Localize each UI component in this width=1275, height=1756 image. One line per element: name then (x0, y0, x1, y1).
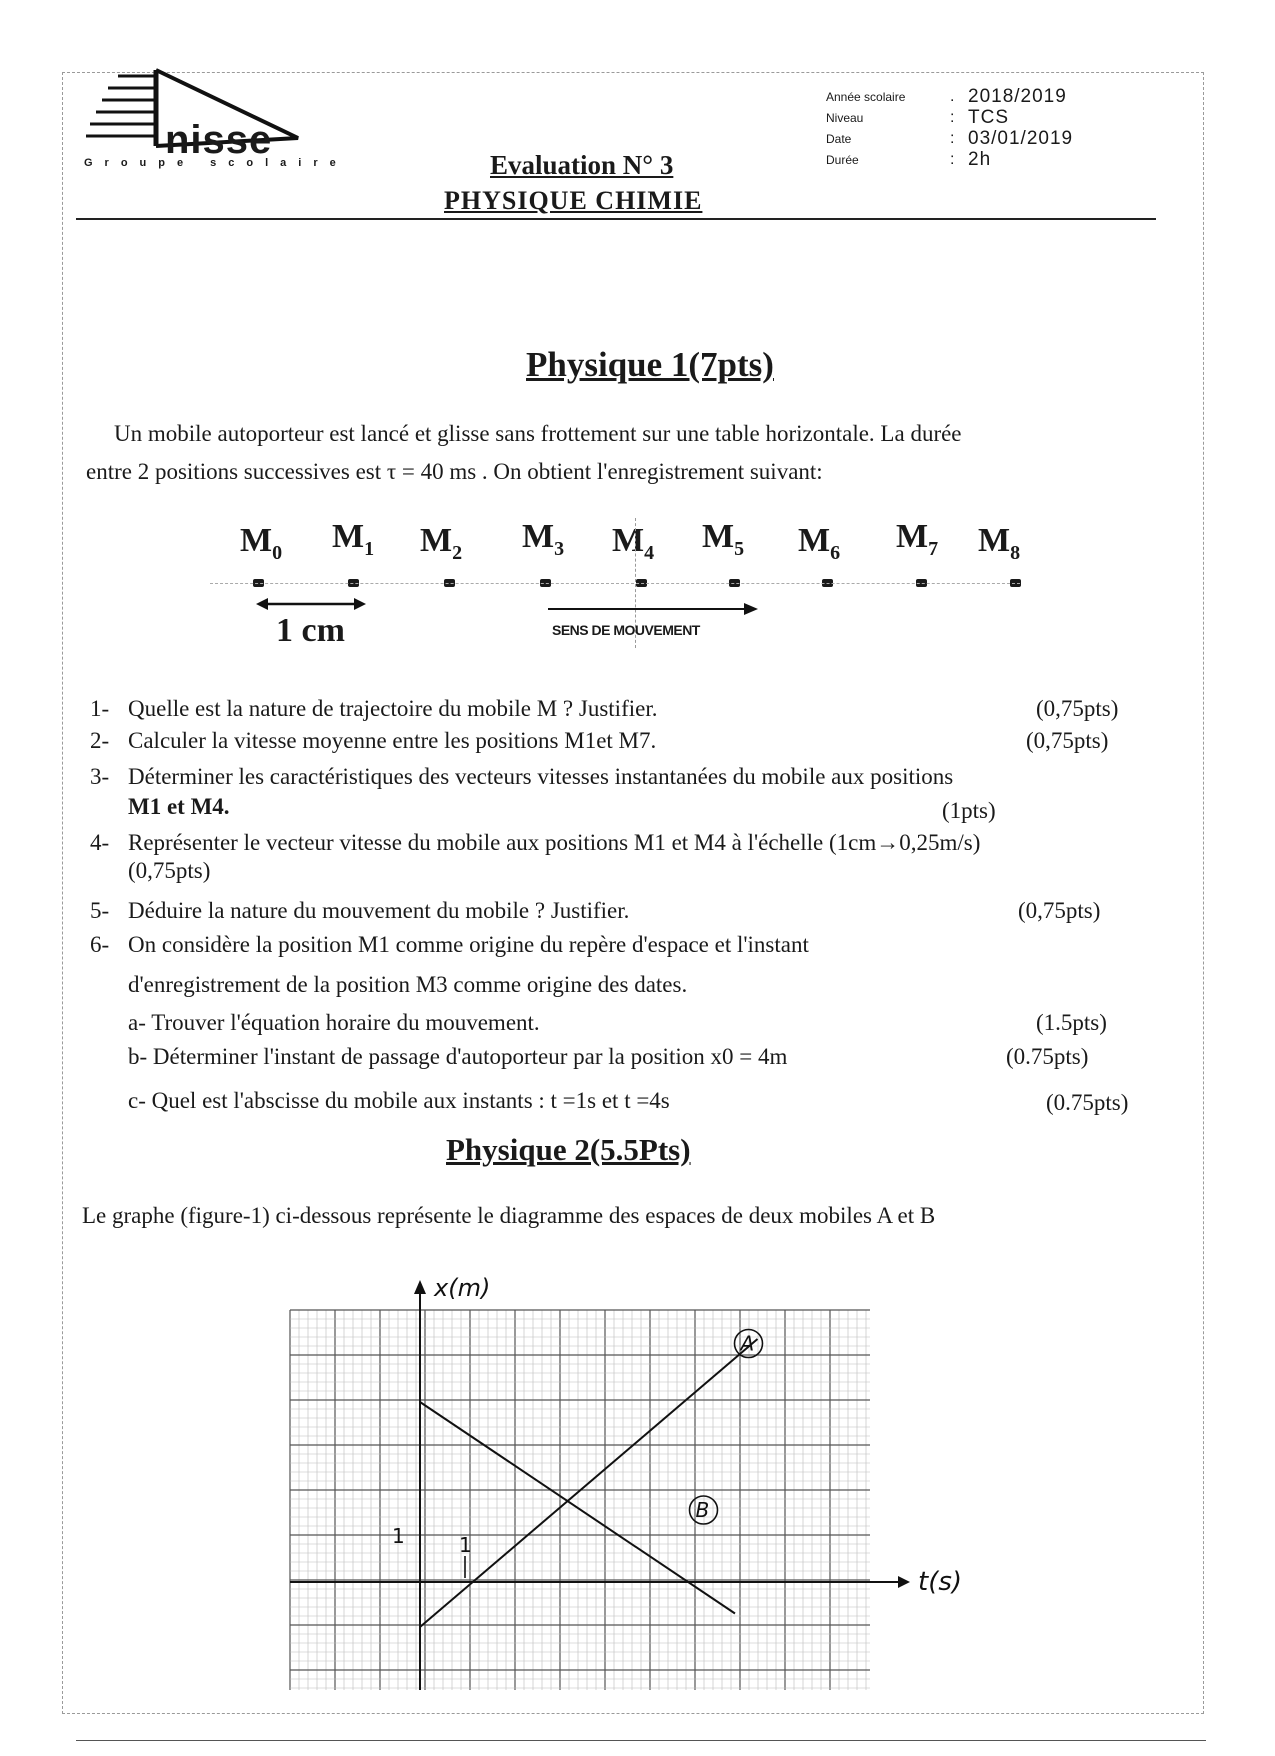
question-text: Quelle est la nature de trajectoire du mobile M ? Justifier. (128, 696, 658, 721)
position-label: $M_6$ (798, 522, 841, 564)
question-number: 5- (90, 898, 110, 923)
meta-value: TCS (968, 106, 1009, 128)
position-label: $M_2$ (420, 522, 463, 564)
position-label: $M_8$ (978, 522, 1021, 564)
position-index: 5 (734, 537, 745, 560)
subquestion-points: (1.5pts) (1036, 1010, 1107, 1035)
question-text: On considère la position M1 comme origine du repère d'espace et l'instant (128, 932, 809, 957)
meta-row-level: Niveau : TCS (826, 106, 1009, 128)
x-axis-arrow (898, 1576, 910, 1588)
question-text: Calculer la vitesse moyenne entre les positions M1et M7. (128, 728, 657, 753)
exam-meta (826, 86, 1073, 170)
x-unit-tick-label: 1 (459, 1533, 472, 1557)
evaluation-title: Evaluation N° 3 (490, 150, 674, 180)
y-axis-label: x(m) (434, 1274, 491, 1302)
scale-label: 1 cm (276, 612, 345, 649)
meta-label: Niveau (826, 110, 864, 125)
subquestion-points: (0.75pts) (1006, 1044, 1089, 1069)
position-index: 0 (272, 541, 283, 564)
physique1-intro-line2: entre 2 positions successives est τ = 40 ms . On obtient l'enregistrement suivant: (86, 459, 823, 484)
meta-row-date: Date : 03/01/2019 (826, 127, 1074, 149)
question-points: (0,75pts) (128, 858, 211, 883)
trajectory-line (210, 583, 1020, 584)
question-text: Déterminer les caractéristiques des vecteurs vitesses instantanées du mobile aux positions (128, 764, 954, 789)
footer-divider (76, 1740, 1206, 1741)
physique1-intro-line1: Un mobile autoporteur est lancé et glisse sans frottement sur une table horizontale. La durée (114, 421, 962, 446)
meta-value: 2h (968, 148, 992, 170)
question-points: (0,75pts) (1026, 728, 1109, 753)
position-index: 1 (364, 537, 375, 560)
meta-value: 03/01/2019 (968, 127, 1074, 149)
scale-arrow (256, 596, 366, 612)
question-points: (0,75pts) (1018, 898, 1101, 923)
series-label-b: B (695, 1498, 710, 1522)
physique2-title: Physique 2(5.5Pts) (446, 1132, 691, 1167)
position-label: $M_5$ (702, 518, 745, 560)
logo-word: nisse (165, 118, 273, 162)
question-text-cont: d'enregistrement de la position M3 comme origine des dates. (128, 972, 688, 997)
meta-label: Date (826, 131, 852, 146)
question-number: 6- (90, 932, 110, 957)
question-text: Représenter le vecteur vitesse du mobile aux positions M1 et M4 à l'échelle (1cm→0,25m/s) (128, 830, 981, 855)
subquestion-points: (0.75pts) (1046, 1090, 1129, 1115)
position-index: 4 (644, 541, 655, 564)
subquestion-text: a- Trouver l'équation horaire du mouvement. (128, 1010, 540, 1035)
logo-subtitle: Groupe scolaire (84, 157, 348, 169)
position-label: $M_4$ (612, 522, 655, 564)
position-index: 8 (1010, 541, 1021, 564)
subquestion-text: b- Déterminer l'instant de passage d'autoporteur par la position x0 = 4m (128, 1044, 788, 1069)
question-text-cont: M1 et M4. (128, 794, 230, 819)
direction-arrow (548, 602, 758, 616)
physique1-title: Physique 1(7pts) (526, 345, 774, 384)
position-index: 7 (928, 537, 939, 560)
subquestion-text: c- Quel est l'abscisse du mobile aux instants : t =1s et t =4s (128, 1088, 670, 1113)
question-points: (0,75pts) (1036, 696, 1119, 721)
question-points: (1pts) (942, 798, 996, 823)
meta-label: Année scolaire (826, 89, 906, 104)
question-number: 3- (90, 764, 110, 789)
meta-value: 2018/2019 (968, 85, 1067, 107)
header-divider (76, 218, 1156, 220)
meta-label: Durée (826, 152, 859, 167)
position-label: $M_1$ (332, 518, 375, 560)
question-number: 1- (90, 696, 110, 721)
series-label-a: A (740, 1331, 755, 1356)
question-number: 2- (90, 728, 110, 753)
y-unit-tick-label: 1 (392, 1524, 405, 1548)
question-number: 4- (90, 830, 110, 855)
position-index: 2 (452, 541, 463, 564)
position-label: $M_3$ (522, 518, 565, 560)
position-index: 3 (554, 537, 565, 560)
direction-label: SENS DE MOUVEMENT (552, 622, 700, 638)
position-index: 6 (830, 541, 841, 564)
meta-row-duration: Durée : 2h (826, 148, 992, 170)
position-label: $M_0$ (240, 522, 283, 564)
y-axis-arrow (414, 1280, 426, 1294)
x-axis-label: t(s) (918, 1567, 963, 1597)
position-time-graph (230, 1270, 963, 1710)
question-text: Déduire la nature du mouvement du mobile ? Justifier. (128, 898, 630, 923)
position-label: $M_7$ (896, 518, 939, 560)
subject-title: PHYSIQUE CHIMIE (444, 186, 703, 215)
physique2-intro: Le graphe (figure-1) ci-dessous représente le diagramme des espaces de deux mobiles A et B (82, 1203, 936, 1228)
meta-row-year: Année scolaire . 2018/2019 (826, 85, 1067, 107)
